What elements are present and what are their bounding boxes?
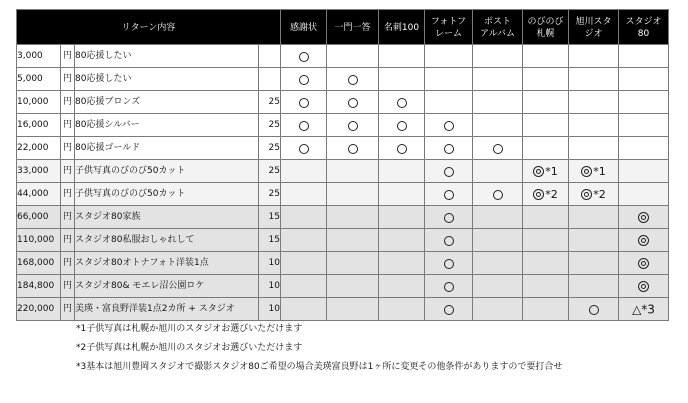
- mark-cell: [327, 183, 379, 206]
- mark-cell: [619, 298, 669, 321]
- quantity-cell: 25: [259, 91, 281, 114]
- double-circle-mark-icon: [638, 235, 649, 246]
- circle-mark-icon: [397, 121, 407, 131]
- mark-cell: [281, 91, 327, 114]
- mark-cell: [523, 229, 569, 252]
- circle-mark-icon: [444, 259, 454, 269]
- circle-mark-icon: [444, 190, 454, 200]
- mark-cell: [569, 275, 619, 298]
- table-row: [17, 137, 669, 160]
- circle-mark-icon: [397, 144, 407, 154]
- yen-cell: 円: [61, 298, 75, 321]
- mark-cell: [327, 137, 379, 160]
- circle-mark-icon: [299, 98, 309, 108]
- mark-cell: [425, 68, 473, 91]
- yen-cell: 円: [61, 137, 75, 160]
- mark-cell: [473, 275, 523, 298]
- table-row: [17, 45, 669, 68]
- header-col: スタジオ 80: [619, 10, 669, 45]
- mark-cell: [473, 298, 523, 321]
- price-cell: 22,000: [17, 137, 61, 160]
- mark-cell: [473, 114, 523, 137]
- mark-cell: [619, 183, 669, 206]
- quantity-cell: 25: [259, 137, 281, 160]
- triangle-mark-icon: △*3: [632, 302, 655, 317]
- table-row: [17, 229, 669, 252]
- yen-cell: 円: [61, 206, 75, 229]
- header-col: フォトフ レーム: [425, 10, 473, 45]
- mark-cell: [523, 183, 569, 206]
- double-circle-mark-icon: [638, 258, 649, 269]
- mark-cell: [379, 298, 425, 321]
- mark-cell: [379, 206, 425, 229]
- return-name-cell: スタジオ80オトナフォト洋装1点: [75, 252, 259, 275]
- mark-cell: [569, 114, 619, 137]
- mark-cell: [327, 68, 379, 91]
- double-circle-mark-icon: [533, 166, 544, 177]
- return-name-cell: 美瑛・富良野洋装1点2カ所 + スタジオ: [75, 298, 259, 321]
- circle-mark-icon: [299, 144, 309, 154]
- quantity-cell: 15: [259, 206, 281, 229]
- quantity-cell: 10: [259, 275, 281, 298]
- yen-cell: 円: [61, 68, 75, 91]
- mark-cell: [619, 160, 669, 183]
- header-col: 名刺100: [379, 10, 425, 45]
- header-col: 一門一答: [327, 10, 379, 45]
- mark-cell: [379, 68, 425, 91]
- yen-cell: 円: [61, 45, 75, 68]
- mark-cell: [379, 45, 425, 68]
- yen-cell: 円: [61, 229, 75, 252]
- returns-table: [16, 9, 669, 321]
- price-cell: 10,000: [17, 91, 61, 114]
- mark-cell: [569, 206, 619, 229]
- price-cell: 66,000: [17, 206, 61, 229]
- mark-cell: [327, 298, 379, 321]
- mark-cell: [425, 298, 473, 321]
- mark-cell: [523, 91, 569, 114]
- mark-cell: [425, 91, 473, 114]
- mark-cell: [619, 91, 669, 114]
- mark-cell: [281, 137, 327, 160]
- mark-cell: [281, 229, 327, 252]
- table-row: [17, 183, 669, 206]
- quantity-cell: [259, 68, 281, 91]
- table-row: [17, 160, 669, 183]
- return-name-cell: スタジオ80私服おしゃれして: [75, 229, 259, 252]
- quantity-cell: [259, 45, 281, 68]
- mark-cell: [473, 229, 523, 252]
- mark-cell: [569, 160, 619, 183]
- table-body: [17, 45, 669, 321]
- circle-mark-icon: [444, 236, 454, 246]
- mark-cell: [379, 114, 425, 137]
- mark-cell: [281, 206, 327, 229]
- circle-mark-icon: [444, 282, 454, 292]
- mark-cell: [425, 275, 473, 298]
- return-name-cell: 子供写真のびのび50カット: [75, 160, 259, 183]
- header-col: 旭川スタ ジオ: [569, 10, 619, 45]
- footnote-2: *2子供写真は札幌か旭川のスタジオお選びいただけます: [76, 343, 303, 353]
- price-cell: 5,000: [17, 68, 61, 91]
- mark-cell: [619, 229, 669, 252]
- circle-mark-icon: [348, 144, 358, 154]
- mark-cell: [473, 252, 523, 275]
- price-cell: 168,000: [17, 252, 61, 275]
- mark-cell: [327, 114, 379, 137]
- mark-cell: [619, 45, 669, 68]
- return-name-cell: 80応援ゴールド: [75, 137, 259, 160]
- mark-cell: [569, 68, 619, 91]
- mark-cell: [281, 298, 327, 321]
- mark-cell: [619, 114, 669, 137]
- double-circle-mark-icon: [638, 212, 649, 223]
- mark-cell: [523, 114, 569, 137]
- mark-cell: [523, 137, 569, 160]
- price-cell: 44,000: [17, 183, 61, 206]
- mark-cell: [569, 298, 619, 321]
- quantity-cell: 25: [259, 160, 281, 183]
- mark-cell: [569, 137, 619, 160]
- mark-cell: [569, 229, 619, 252]
- mark-cell: [619, 137, 669, 160]
- mark-cell: [619, 68, 669, 91]
- mark-cell: [327, 252, 379, 275]
- mark-cell: [569, 252, 619, 275]
- mark-cell: [425, 252, 473, 275]
- footnote-ref: *2: [593, 188, 606, 201]
- circle-mark-icon: [444, 144, 454, 154]
- double-circle-mark-icon: [638, 281, 649, 292]
- mark-cell: [473, 137, 523, 160]
- circle-mark-icon: [444, 305, 454, 315]
- quantity-cell: 10: [259, 252, 281, 275]
- return-name-cell: 80応援ブロンズ: [75, 91, 259, 114]
- price-cell: 16,000: [17, 114, 61, 137]
- quantity-cell: 15: [259, 229, 281, 252]
- yen-cell: 円: [61, 114, 75, 137]
- circle-mark-icon: [397, 98, 407, 108]
- return-name-cell: 80応援シルバー: [75, 114, 259, 137]
- mark-cell: [425, 229, 473, 252]
- price-cell: 220,000: [17, 298, 61, 321]
- mark-cell: [473, 206, 523, 229]
- mark-cell: [425, 160, 473, 183]
- yen-cell: 円: [61, 160, 75, 183]
- mark-cell: [523, 68, 569, 91]
- footnote-ref: *1: [545, 165, 558, 178]
- footnote-ref: *2: [545, 188, 558, 201]
- return-name-cell: スタジオ80& モエレ沼公園ロケ: [75, 275, 259, 298]
- table-header-row: [17, 10, 669, 45]
- mark-cell: [281, 68, 327, 91]
- circle-mark-icon: [348, 75, 358, 85]
- circle-mark-icon: [589, 305, 599, 315]
- table-row: [17, 68, 669, 91]
- mark-cell: [473, 91, 523, 114]
- yen-cell: 円: [61, 91, 75, 114]
- mark-cell: [281, 275, 327, 298]
- return-name-cell: 子供写真のびのび50カット: [75, 183, 259, 206]
- mark-cell: [327, 275, 379, 298]
- mark-cell: [327, 45, 379, 68]
- return-name-cell: 80応援したい: [75, 68, 259, 91]
- mark-cell: [523, 160, 569, 183]
- mark-cell: [327, 91, 379, 114]
- header-col: ポスト アルバム: [473, 10, 523, 45]
- mark-cell: [473, 183, 523, 206]
- yen-cell: 円: [61, 275, 75, 298]
- table-row: [17, 91, 669, 114]
- mark-cell: [379, 275, 425, 298]
- mark-cell: [379, 137, 425, 160]
- circle-mark-icon: [493, 190, 503, 200]
- mark-cell: [473, 160, 523, 183]
- mark-cell: [473, 68, 523, 91]
- header-col: 感謝状: [281, 10, 327, 45]
- mark-cell: [327, 229, 379, 252]
- mark-cell: [619, 252, 669, 275]
- circle-mark-icon: [444, 121, 454, 131]
- circle-mark-icon: [444, 167, 454, 177]
- price-cell: 184,800: [17, 275, 61, 298]
- header-col: のびのび 札幌: [523, 10, 569, 45]
- footnote-ref: *1: [593, 165, 606, 178]
- circle-mark-icon: [299, 75, 309, 85]
- mark-cell: [379, 229, 425, 252]
- footnote-1: *1子供写真は札幌か旭川のスタジオお選びいただけます: [76, 324, 303, 334]
- table-row: [17, 275, 669, 298]
- mark-cell: [425, 206, 473, 229]
- mark-cell: [281, 183, 327, 206]
- mark-cell: [523, 206, 569, 229]
- mark-cell: [327, 160, 379, 183]
- mark-cell: [569, 45, 619, 68]
- header-return-content: リターン内容: [17, 10, 281, 45]
- price-cell: 110,000: [17, 229, 61, 252]
- price-cell: 3,000: [17, 45, 61, 68]
- mark-cell: [327, 206, 379, 229]
- mark-cell: [523, 275, 569, 298]
- mark-cell: [281, 114, 327, 137]
- mark-cell: [379, 91, 425, 114]
- double-circle-mark-icon: [533, 189, 544, 200]
- quantity-cell: 25: [259, 114, 281, 137]
- table-row: [17, 298, 669, 321]
- circle-mark-icon: [444, 213, 454, 223]
- circle-mark-icon: [299, 52, 309, 62]
- circle-mark-icon: [299, 121, 309, 131]
- mark-cell: [379, 183, 425, 206]
- mark-cell: [569, 91, 619, 114]
- mark-cell: [425, 137, 473, 160]
- quantity-cell: 25: [259, 183, 281, 206]
- mark-cell: [425, 114, 473, 137]
- mark-cell: [619, 206, 669, 229]
- mark-cell: [281, 252, 327, 275]
- circle-mark-icon: [493, 144, 503, 154]
- circle-mark-icon: [348, 98, 358, 108]
- table-row: [17, 252, 669, 275]
- quantity-cell: 10: [259, 298, 281, 321]
- circle-mark-icon: [348, 121, 358, 131]
- price-cell: 33,000: [17, 160, 61, 183]
- mark-cell: [619, 275, 669, 298]
- mark-cell: [425, 45, 473, 68]
- mark-cell: [281, 160, 327, 183]
- mark-cell: [425, 183, 473, 206]
- mark-cell: [523, 298, 569, 321]
- mark-cell: [281, 45, 327, 68]
- double-circle-mark-icon: [581, 189, 592, 200]
- mark-cell: [523, 45, 569, 68]
- mark-cell: [379, 252, 425, 275]
- mark-cell: [569, 183, 619, 206]
- mark-cell: [523, 252, 569, 275]
- mark-cell: [379, 160, 425, 183]
- table-row: [17, 206, 669, 229]
- footnote-3: *3基本は旭川豊岡スタジオで撮影スタジオ80ご希望の場合美瑛富良野は1ヶ所に変更その他条件がありますので要打合せ: [76, 362, 563, 372]
- table-row: [17, 114, 669, 137]
- yen-cell: 円: [61, 252, 75, 275]
- return-name-cell: 80応援したい: [75, 45, 259, 68]
- return-name-cell: スタジオ80家族: [75, 206, 259, 229]
- yen-cell: 円: [61, 183, 75, 206]
- mark-cell: [473, 45, 523, 68]
- double-circle-mark-icon: [581, 166, 592, 177]
